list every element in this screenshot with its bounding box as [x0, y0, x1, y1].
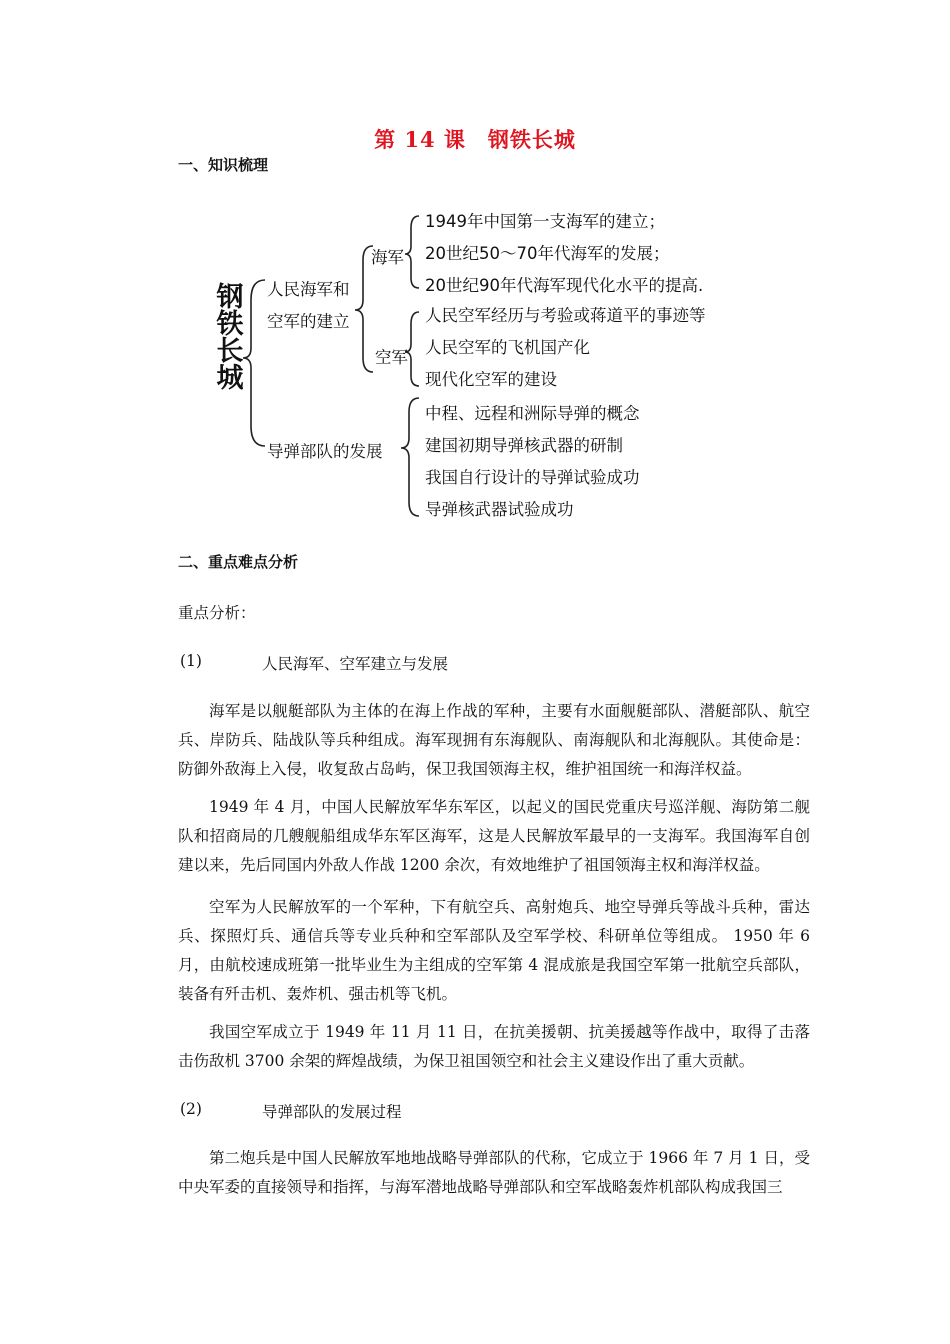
paragraph: 空军为人民解放军的一个军种，下有航空兵、高射炮兵、地空导弹兵等战斗兵种，雷达兵、探照灯兵、通信兵等专业兵种和空军部队及空军学校、科研单位等组成。 1950 年 6 月，由航校速成班第一批毕业生为主组成的空军第 4 混成旅是我国空军第一批航空兵部队，装备有歼击机、轰炸机、强击机等飞机。	[178, 898, 810, 1003]
airforce-label: 空军	[375, 348, 408, 367]
section-heading-knowledge: 一、知识梳理	[178, 156, 269, 174]
navy-item: 1949年中国第一支海军的建立；	[425, 212, 665, 231]
missile-label: 导弹部队的发展	[267, 442, 383, 461]
airforce-item: 人民空军经历与考验或蒋道平的事迹等	[425, 306, 706, 325]
navy-item: 20世纪50～70年代海军的发展；	[425, 244, 670, 263]
missile-item: 建国初期导弹核武器的研制	[425, 436, 623, 455]
mind-map-root: 钢 铁 长 城	[216, 282, 244, 394]
branch-navy-air-line2: 空军的建立	[267, 312, 350, 331]
key-analysis-label: 重点分析：	[178, 604, 256, 622]
navy-label: 海军	[371, 248, 404, 267]
paragraph: 第二炮兵是中国人民解放军地地战略导弹部队的代称，它成立于 1966 年 7 月 1 日，受中央军委的直接领导和指挥，与海军潜地战略导弹部队和空军战略轰炸机部队构成我国三	[178, 1149, 810, 1196]
branch-navy-air-line1: 人民海军和	[267, 280, 350, 299]
item-heading: 导弹部队的发展过程	[262, 1103, 402, 1121]
airforce-item: 人民空军的飞机国产化	[425, 338, 590, 357]
paragraph: 海军是以舰艇部队为主体的在海上作战的军种，主要有水面舰艇部队、潜艇部队、航空兵、岸防兵、陆战队等兵种组成。海军现拥有东海舰队、南海舰队和北海舰队。其使命是：防御外敌海上入侵，收复敌占岛屿，保卫我国领海主权，维护祖国统一和海洋权益。	[178, 702, 810, 778]
missile-item: 我国自行设计的导弹试验成功	[425, 468, 640, 487]
item-heading: 人民海军、空军建立与发展	[262, 655, 449, 673]
paragraph: 我国空军成立于 1949 年 11 月 11 日，在抗美援朝、抗美援越等作战中，取得了击落击伤敌机 3700 余架的辉煌战绩，为保卫祖国领空和社会主义建设作出了重大贡献。	[178, 1023, 810, 1070]
item-number: (2)	[180, 1100, 202, 1118]
item-number: (1)	[180, 652, 202, 670]
paragraph: 1949 年 4 月，中国人民解放军华东军区，以起义的国民党重庆号巡洋舰、海防第二舰队和招商局的几艘舰船组成华东军区海军，这是人民解放军最早的一支海军。我国海军自创建以来，先后同国内外敌人作战 1200 余次，有效地维护了祖国领海主权和海洋权益。	[178, 798, 810, 874]
navy-item: 20世纪90年代海军现代化水平的提高.	[425, 276, 704, 295]
section-heading-analysis: 二、重点难点分析	[178, 553, 299, 571]
mind-map-diagram	[205, 200, 765, 530]
missile-item: 中程、远程和洲际导弹的概念	[425, 404, 640, 423]
page-title: 第 14 课 钢铁长城	[374, 127, 576, 152]
missile-item: 导弹核武器试验成功	[425, 500, 574, 519]
airforce-item: 现代化空军的建设	[425, 370, 557, 389]
